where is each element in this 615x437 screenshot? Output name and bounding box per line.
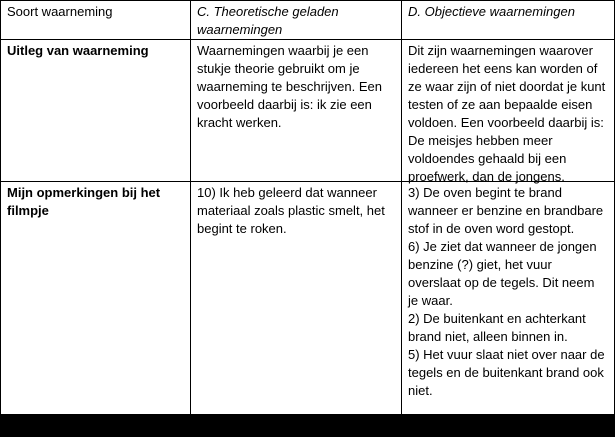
row2-col3 [402, 182, 614, 402]
table-footer-bar [0, 414, 615, 437]
row1-col2: Waarnemingen waarbij je een stukje theorie gebruikt om je waarneming te beschrijven. Een voorbeeld daarbij is: ik zie een kracht werken. [197, 43, 382, 130]
header-col1: Soort waarneming [7, 4, 113, 19]
row1-label: Uitleg van waarneming [7, 43, 149, 58]
header-col2: C. Theoretische geladen waarnemingen [197, 4, 339, 37]
row2-col3-item: 3) De oven begint te brand wanneer er benzine en brandbare stof in de oven word gestopt. [408, 185, 604, 236]
row2-col3-item: 2) De buitenkant en achterkant brand niet, alleen binnen in. [408, 311, 586, 344]
header-col3: D. Objectieve waarnemingen [408, 4, 575, 19]
row2-col3-item: 6) Je ziet dat wanneer de jongen benzine (?) giet, het vuur overslaat op de tegels. Dit neem je waar. [408, 239, 597, 308]
row2-col2: 10) Ik heb geleerd dat wanneer materiaal zoals plastic smelt, het begint te roken. [197, 185, 385, 236]
row2-label: Mijn opmerkingen bij het filmpje [7, 185, 161, 218]
row2-col3-item: 5) Het vuur slaat niet over naar de tegels en de buitenkant brand ook niet. [408, 347, 605, 398]
row1-col3: Dit zijn waarnemingen waarover iedereen het eens kan worden of ze waar zijn of niet doordat je kunt testen of ze aan bepaalde eisen voldoen. Een voorbeeld daarbij is: De meisjes hebben meer voldoendes gehaald bij een proefwerk, dan de jongens. [408, 43, 606, 184]
